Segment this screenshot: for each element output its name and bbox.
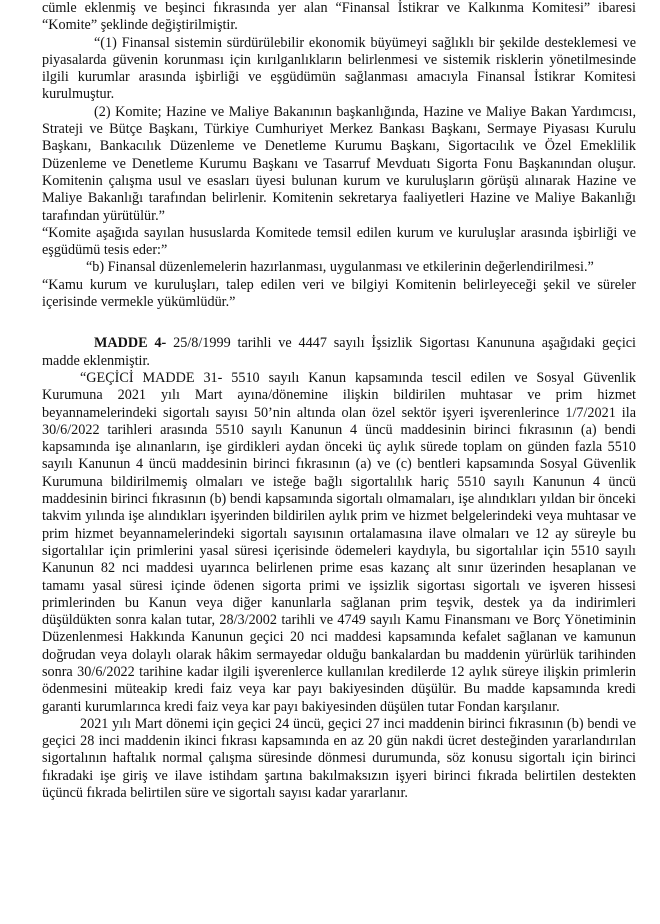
paragraph-komite-purpose: “(1) Finansal sistemin sürdürülebilir ekonomik büyümeyi sağlıklı bir şekilde desteklemesi ve piyasalarda güvenin korunması için kırılganlıkların belirlenmesi ve sistemik risklerin yönetilmesinde ilgili kurumlar arasında işbirliği ve eşgüdümün sağlanması amacıyla Finansal İstikrar Komitesi kurulmuştur.	[42, 34, 636, 103]
paragraph-data-obligation: “Kamu kurum ve kuruluşları, talep edilen veri ve bilgiyi Komitenin belirleyeceği şekil ve süreler içerisinde vermekle yükümlüdür.”	[42, 276, 636, 311]
paragraph-komite-coordination: “Komite aşağıda sayılan hususlarda Komitede temsil edilen kurum ve kuruluşlar arasında işbirliği ve eşgüdümü tesis eder:”	[42, 224, 636, 259]
paragraph-mart-2021: 2021 yılı Mart dönemi için geçici 24 üncü, geçici 27 inci maddenin birinci fıkrasının (b) bendi ve geçici 28 inci maddenin ikinci fıkrası kapsamında en az 20 gün nakdi ücret desteğinden yararlandırılan sigortalının haftalık normal çalışma süresinde dönmesi durumunda, söz konusu sigortalı için birinci fıkradaki işe giriş ve ilave istihdam şartına bakılmaksızın işyeri birinci fıkrada belirtilen destekten üçüncü fıkrada belirtilen süre ve sigortalı sayısı kadar yararlanır.	[42, 715, 636, 802]
paragraph-komite-rename: cümle eklenmiş ve beşinci fıkrasında yer alan “Finansal İstikrar ve Kalkınma Komitesi” ibaresi “Komite” şeklinde değiştirilmiştir.	[42, 0, 636, 34]
article-title: MADDE 4-	[94, 335, 167, 352]
paragraph-madde-4	[42, 335, 636, 370]
paragraph-gecici-madde-31: “GEÇİCİ MADDE 31- 5510 sayılı Kanun kapsamında tescil edilen ve Sosyal Güvenlik Kurumuna 2021 yılı Mart ayına/dönemine ilişkin bildirilen muhtasar ve prim hizmet beyannamelerindeki sigortalı sayısı 50’nin altında olan özel sektör işyeri işverenlerince 1/7/2021 ila 30/6/2022 tarihleri arasında 5510 sayılı Kanunun 4 üncü maddesinin birinci fıkrasının (a) bendi kapsamında işe alınanların, işe girdikleri aydan önceki üç aylık sürede toplam on günden fazla 5510 sayılı Kanunun 4 üncü maddesinin birinci fıkrasının (a) ve (c) bentleri kapsamında Sosyal Güvenlik Kurumuna bildirilmemiş olmaları ve isteğe bağlı sigortalılık hariç 5510 sayılı Kanunun 4 üncü maddesinin birinci fıkrasının (b) bendi kapsamında sigortalı olmamaları, işe alındıkları yıldan bir önceki takvim yılında işe alındıkları işyerinden bildirilen aylık prim ve hizmet belgelerindeki veya muhtasar ve prim hizmet beyannamelerindeki sigortalı sayısının ortalamasına ilave olmaları ve 12 ay süreyle bu sigortalılar için primlerini yasal süresi içerisinde ödemeleri kaydıyla, bu sigortalılar için 5510 sayılı Kanunun 82 nci maddesi uyarınca belirlenen prime esas kazanç alt sınır üzerinden hesaplanan ve tamamı yasal süresi içinde ödenen sigorta primi ve işsizlik sigortası sigortalı ve işveren hissesi primlerinden bu Kanun veya diğer kanunlarla sağlanan prim teşvik, destek ya da indirimleri düşüldükten sonra kalan tutar, 28/3/2002 tarihli ve 4749 sayılı Kamu Finansmanı ve Borç Yönetiminin Düzenlenmesi Hakkında Kanunun geçici 20 nci maddesi kapsamında kefalet sağlanan ve kamunun doğrudan veya dolaylı olarak hâkim sermayedar olduğu bankalardan bu maddenin yürürlük tarihinden sonra 30/6/2022 tarihine kadar ilgili işverenlerce kullanılan kredilerde 12 aylık süreye ilişkin primlerin ödenmesini müteakip kredi faiz veya kar payı bakiyesinden düşülür. Bu madde kapsamında kredi garanti kurumlarınca kredi faiz veya kar payı bakiyesinden düşülen tutar Fondan karşılanır.	[42, 369, 636, 715]
article-body: 25/8/1999 tarihli ve 4447 sayılı İşsizlik Sigortası Kanununa aşağıdaki geçici madde eklenmiştir.	[42, 335, 636, 369]
section-spacer	[42, 311, 636, 335]
paragraph-clause-b: “b) Finansal düzenlemelerin hazırlanması, uygulanması ve etkilerinin değerlendirilmesi.”	[86, 259, 594, 276]
paragraph-komite-members: (2) Komite; Hazine ve Maliye Bakanının başkanlığında, Hazine ve Maliye Bakan Yardımcısı, Strateji ve Bütçe Başkanı, Türkiye Cumhuriyet Merkez Bankası Başkanı, Sermaye Piyasası Kurulu Başkanı, Bankacılık Düzenleme ve Denetleme Kurumu Başkanı, Sigortacılık ve Özel Emeklilik Düzenleme ve Denetleme Kurumu Başkanı ve Tasarruf Mevduatı Sigorta Fonu Başkanından oluşur. Komitenin çalışma usul ve esasları üyesi bulunan kurum ve kuruluşların görüşü alınarak Hazine ve Maliye Bakanlığı tarafından belirlenir. Komitenin sekretarya faaliyetleri Hazine ve Maliye Bakanlığı tarafından yürütülür.”	[42, 103, 636, 224]
